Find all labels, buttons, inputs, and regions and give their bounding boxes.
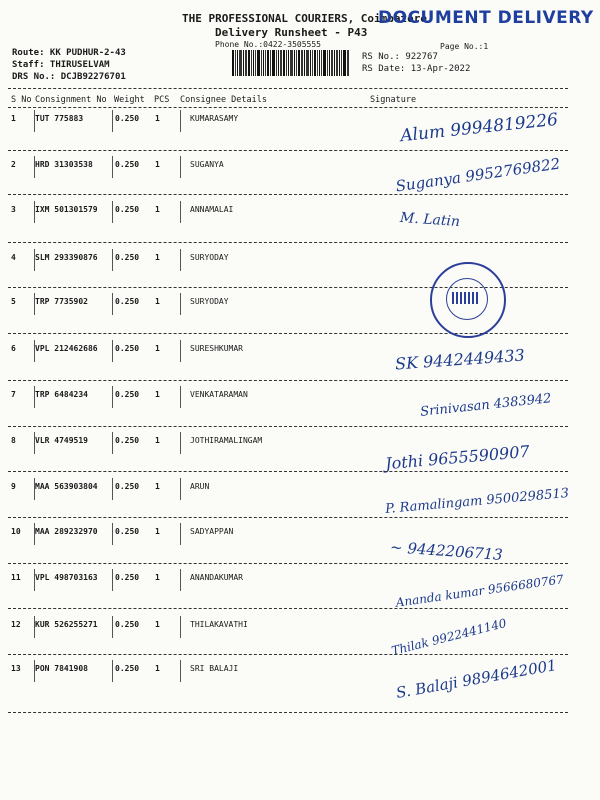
row-pcs: 1 [155, 573, 160, 582]
row-pcs: 1 [155, 297, 160, 306]
row-weight: 0.250 [115, 573, 140, 582]
row-sno: 3 [11, 205, 16, 214]
row-consignee: SUGANYA [190, 160, 224, 169]
row-divider [34, 110, 35, 132]
row-signature [395, 572, 565, 609]
row-consignee: ANNAMALAI [190, 205, 234, 214]
row-pcs: 1 [155, 390, 160, 399]
row-consignee: SURYODAY [190, 297, 229, 306]
row-consignment: VPL 498703163 [35, 573, 98, 582]
row-separator [8, 471, 568, 472]
row-divider [180, 156, 181, 178]
row-consignment: SLM 293390876 [35, 253, 98, 262]
row-pcs: 1 [155, 205, 160, 214]
row-sno: 11 [11, 573, 21, 582]
row-weight: 0.250 [115, 436, 140, 445]
row-weight: 0.250 [115, 160, 140, 169]
row-divider [112, 201, 113, 223]
row-pcs: 1 [155, 344, 160, 353]
row-signature [420, 391, 553, 420]
row-consignment: VPL 212462686 [35, 344, 98, 353]
row-divider [180, 340, 181, 362]
row-divider [180, 249, 181, 271]
row-pcs: 1 [155, 253, 160, 262]
row-divider [112, 432, 113, 454]
row-divider [112, 478, 113, 500]
signature-phone-note: 4383942 [493, 391, 553, 413]
row-sno: 12 [11, 620, 21, 629]
row-consignment: PON 7841908 [35, 664, 88, 673]
company-name: THE PROFESSIONAL COURIERS, Coimbatore [182, 12, 428, 25]
row-divider [112, 386, 113, 408]
row-consignment: KUR 526255271 [35, 620, 98, 629]
row-divider [180, 523, 181, 545]
row-divider [180, 110, 181, 132]
row-separator [8, 242, 568, 243]
row-separator [8, 654, 568, 655]
row-divider [34, 432, 35, 454]
row-sno: 13 [11, 664, 21, 673]
row-consignment: VLR 4749519 [35, 436, 88, 445]
row-signature [384, 442, 530, 474]
row-consignee: JOTHIRAMALINGAM [190, 436, 263, 445]
row-divider [112, 616, 113, 638]
row-consignee: KUMARASAMY [190, 114, 239, 123]
row-divider [34, 156, 35, 178]
row-divider [112, 293, 113, 315]
row-signature [385, 486, 570, 517]
row-separator [8, 563, 568, 564]
row-sno: 8 [11, 436, 16, 445]
row-signature [390, 616, 508, 658]
row-divider [34, 386, 35, 408]
col-weight: Weight [114, 95, 145, 105]
runsheet-title: Delivery Runsheet - P43 [215, 26, 368, 39]
page-number: Page No.:1 [440, 42, 489, 51]
signature-scrawl: Suganya [394, 167, 467, 196]
row-divider [180, 293, 181, 315]
row-pcs: 1 [155, 620, 160, 629]
row-weight: 0.250 [115, 527, 140, 536]
drs-number: DRS No.: DCJB92276701 [12, 72, 126, 82]
row-divider [112, 523, 113, 545]
row-divider [112, 156, 113, 178]
row-weight: 0.250 [115, 482, 140, 491]
row-separator [8, 608, 568, 609]
row-sno: 5 [11, 297, 16, 306]
row-consignee: VENKATARAMAN [190, 390, 248, 399]
signature-scrawl: Srinivasan [419, 397, 495, 420]
row-sno: 9 [11, 482, 16, 491]
row-divider [180, 660, 181, 682]
signature-phone-note: 9500298513 [485, 486, 570, 509]
row-pcs: 1 [155, 114, 160, 123]
row-consignee: SURESHKUMAR [190, 344, 243, 353]
row-weight: 0.250 [115, 344, 140, 353]
row-signature [399, 110, 559, 146]
staff-label: Staff: THIRUSELVAM [12, 60, 110, 70]
row-divider [34, 201, 35, 223]
row-divider [34, 523, 35, 545]
row-separator [8, 426, 568, 427]
signature-phone-note: 9994819226 [449, 109, 559, 141]
row-divider [34, 616, 35, 638]
row-weight: 0.250 [115, 253, 140, 262]
row-consignee: THILAKAVATHI [190, 620, 248, 629]
row-consignment: MAA 563903804 [35, 482, 98, 491]
row-separator [8, 712, 568, 713]
signature-scrawl: P. Ramalingam [384, 493, 488, 517]
row-divider [34, 249, 35, 271]
signature-phone-note: 9655590907 [427, 441, 531, 470]
row-divider [34, 293, 35, 315]
row-signature [400, 210, 461, 230]
row-sno: 2 [11, 160, 16, 169]
row-consignment: IXM 501301579 [35, 205, 98, 214]
row-signature [390, 538, 504, 564]
row-divider [180, 478, 181, 500]
row-pcs: 1 [155, 436, 160, 445]
row-sno: 4 [11, 253, 16, 262]
row-signature [395, 155, 562, 196]
row-divider [112, 569, 113, 591]
row-divider [112, 249, 113, 271]
signature-scrawl: Ananda kumar [394, 582, 489, 610]
col-signature: Signature [370, 95, 417, 105]
row-consignment: HRD 31303538 [35, 160, 93, 169]
row-consignee: SRI BALAJI [190, 664, 239, 673]
row-sno: 7 [11, 390, 16, 399]
signature-phone-note: 9922441140 [430, 615, 508, 648]
row-divider [34, 569, 35, 591]
row-weight: 0.250 [115, 114, 140, 123]
signature-scrawl: ~ [389, 538, 409, 558]
signature-phone-note: 9952769822 [464, 154, 562, 186]
row-sno: 6 [11, 344, 16, 353]
row-divider [180, 201, 181, 223]
row-pcs: 1 [155, 160, 160, 169]
row-divider [34, 660, 35, 682]
signature-phone-note: 9442206713 [406, 539, 504, 564]
row-divider [180, 432, 181, 454]
row-sno: 1 [11, 114, 16, 123]
row-weight: 0.250 [115, 664, 140, 673]
row-signature [394, 345, 525, 373]
col-consignment: Consignment No [35, 95, 107, 105]
header-top-rule [8, 88, 568, 89]
row-consignment: TRP 7735902 [35, 297, 88, 306]
barcode-icon [232, 50, 350, 76]
row-consignee: ARUN [190, 482, 210, 491]
signature-scrawl: Jothi [384, 450, 429, 474]
row-divider [34, 340, 35, 362]
row-signature [395, 656, 558, 702]
signature-scrawl: S. Balaji [394, 672, 464, 702]
row-pcs: 1 [155, 664, 160, 673]
row-divider [34, 478, 35, 500]
row-separator [8, 517, 568, 518]
signature-scrawl: M. Latin [399, 209, 461, 231]
row-weight: 0.250 [115, 205, 140, 214]
rs-date: RS Date: 13-Apr-2022 [362, 64, 471, 74]
row-separator [8, 150, 568, 151]
row-separator [8, 194, 568, 195]
col-sno: S No [11, 95, 32, 105]
header-bottom-rule [8, 107, 568, 108]
signature-phone-note: 9442449433 [422, 345, 526, 372]
row-divider [112, 110, 113, 132]
row-weight: 0.250 [115, 297, 140, 306]
signature-scrawl: Alum [399, 121, 452, 147]
row-weight: 0.250 [115, 390, 140, 399]
signature-phone-note: 9566680767 [486, 572, 565, 597]
route-label: Route: KK PUDHUR-2-43 [12, 48, 126, 58]
col-consignee: Consignee Details [180, 95, 267, 105]
row-pcs: 1 [155, 527, 160, 536]
row-divider [180, 616, 181, 638]
row-divider [112, 660, 113, 682]
signature-scrawl: SK [394, 352, 424, 374]
row-pcs: 1 [155, 482, 160, 491]
row-consignment: MAA 289232970 [35, 527, 98, 536]
signature-scrawl: Thilak [390, 634, 434, 659]
row-divider [112, 340, 113, 362]
row-divider [180, 569, 181, 591]
row-consignment: TUT 775883 [35, 114, 84, 123]
row-separator [8, 380, 568, 381]
row-consignee: SURYODAY [190, 253, 229, 262]
row-consignee: ANANDAKUMAR [190, 573, 243, 582]
signature-phone-note: 9894642001 [460, 656, 558, 691]
seal-center-mark [452, 292, 480, 304]
row-weight: 0.250 [115, 620, 140, 629]
phone-number: Phone No.:0422-3505555 [215, 40, 321, 49]
document-delivery-stamp: DOCUMENT DELIVERY [378, 8, 594, 28]
row-consignee: SADYAPPAN [190, 527, 234, 536]
rs-number: RS No.: 922767 [362, 52, 438, 62]
col-pcs: PCS [154, 95, 170, 105]
row-divider [180, 386, 181, 408]
row-consignment: TRP 6484234 [35, 390, 88, 399]
row-sno: 10 [11, 527, 21, 536]
